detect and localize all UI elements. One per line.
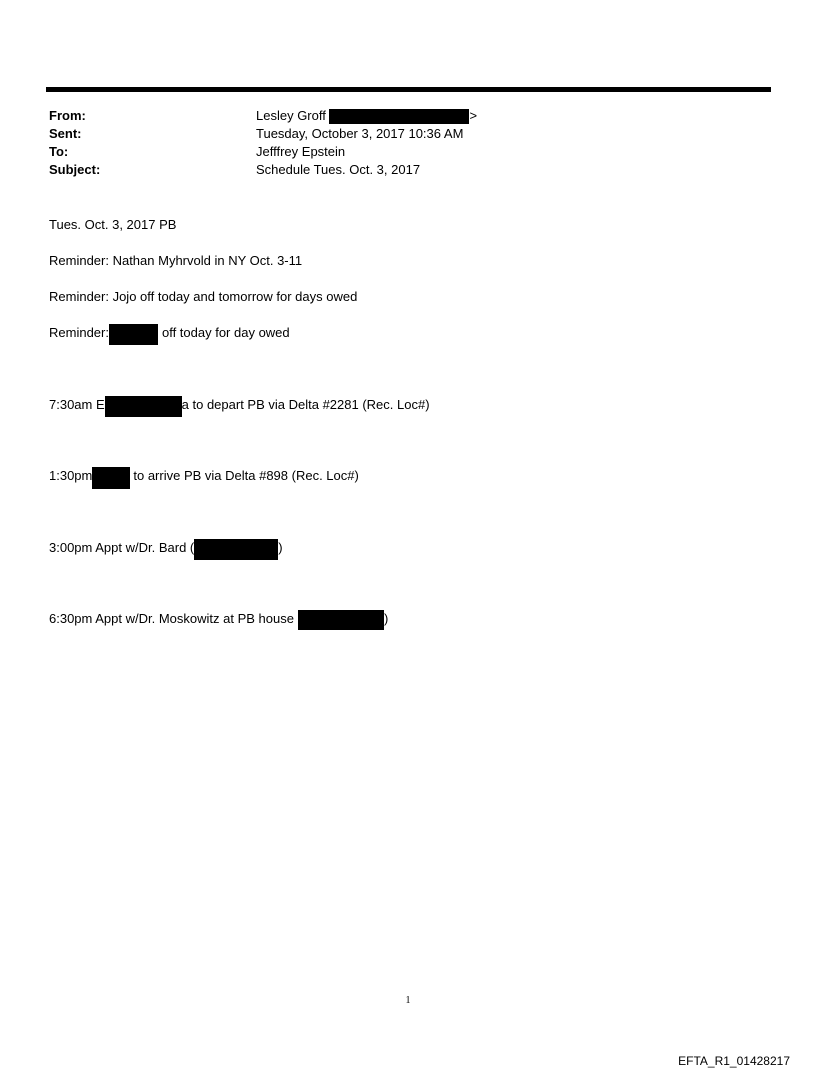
body-line-0630-appt bbox=[49, 610, 388, 630]
appt-bard-prefix: 3:00pm Appt w/Dr. Bard ( bbox=[49, 540, 195, 555]
redaction-box bbox=[194, 539, 278, 560]
departure-suffix: a to depart PB via Delta #2281 (Rec. Loc#) bbox=[181, 397, 430, 412]
sent-value: Tuesday, October 3, 2017 10:36 AM bbox=[256, 126, 464, 141]
body-line-0730-departure bbox=[49, 396, 430, 417]
arrival-prefix: 1:30pm bbox=[49, 468, 93, 483]
body-line-reminder-myhrvold: Reminder: Nathan Myhrvold in NY Oct. 3-11 bbox=[49, 253, 303, 268]
header-divider bbox=[46, 87, 771, 92]
to-label: To: bbox=[49, 144, 69, 159]
sent-label: Sent: bbox=[49, 126, 82, 141]
from-value bbox=[256, 107, 477, 125]
body-line-date: Tues. Oct. 3, 2017 PB bbox=[49, 217, 177, 232]
redaction-box bbox=[329, 109, 469, 124]
from-name: Lesley Groff bbox=[256, 108, 326, 123]
redaction-box bbox=[92, 467, 130, 489]
body-line-reminder-redacted bbox=[49, 324, 290, 345]
bates-number: EFTA_R1_01428217 bbox=[678, 1054, 790, 1068]
arrival-suffix: to arrive PB via Delta #898 (Rec. Loc#) bbox=[133, 468, 359, 483]
redaction-box bbox=[298, 610, 384, 630]
departure-prefix: 7:30am E bbox=[49, 397, 105, 412]
body-line-0130-arrival bbox=[49, 467, 359, 489]
reminder-suffix: off today for day owed bbox=[161, 325, 290, 340]
from-label: From: bbox=[49, 108, 86, 123]
redaction-box bbox=[105, 396, 182, 417]
subject-label: Subject: bbox=[49, 162, 101, 177]
from-tail: > bbox=[469, 108, 478, 123]
page-number: 1 bbox=[405, 995, 411, 1006]
subject-value: Schedule Tues. Oct. 3, 2017 bbox=[256, 162, 421, 177]
appt-bard-suffix: ) bbox=[278, 540, 283, 555]
appt-moskowitz-suffix: ) bbox=[383, 611, 389, 626]
body-line-0300-appt bbox=[49, 539, 283, 560]
appt-moskowitz-prefix: 6:30pm Appt w/Dr. Moskowitz at PB house bbox=[49, 611, 294, 626]
to-value: Jefffrey Epstein bbox=[256, 144, 346, 159]
body-line-reminder-jojo: Reminder: Jojo off today and tomorrow for days owed bbox=[49, 289, 358, 304]
redaction-box bbox=[109, 324, 158, 345]
reminder-prefix: Reminder: bbox=[49, 325, 109, 340]
